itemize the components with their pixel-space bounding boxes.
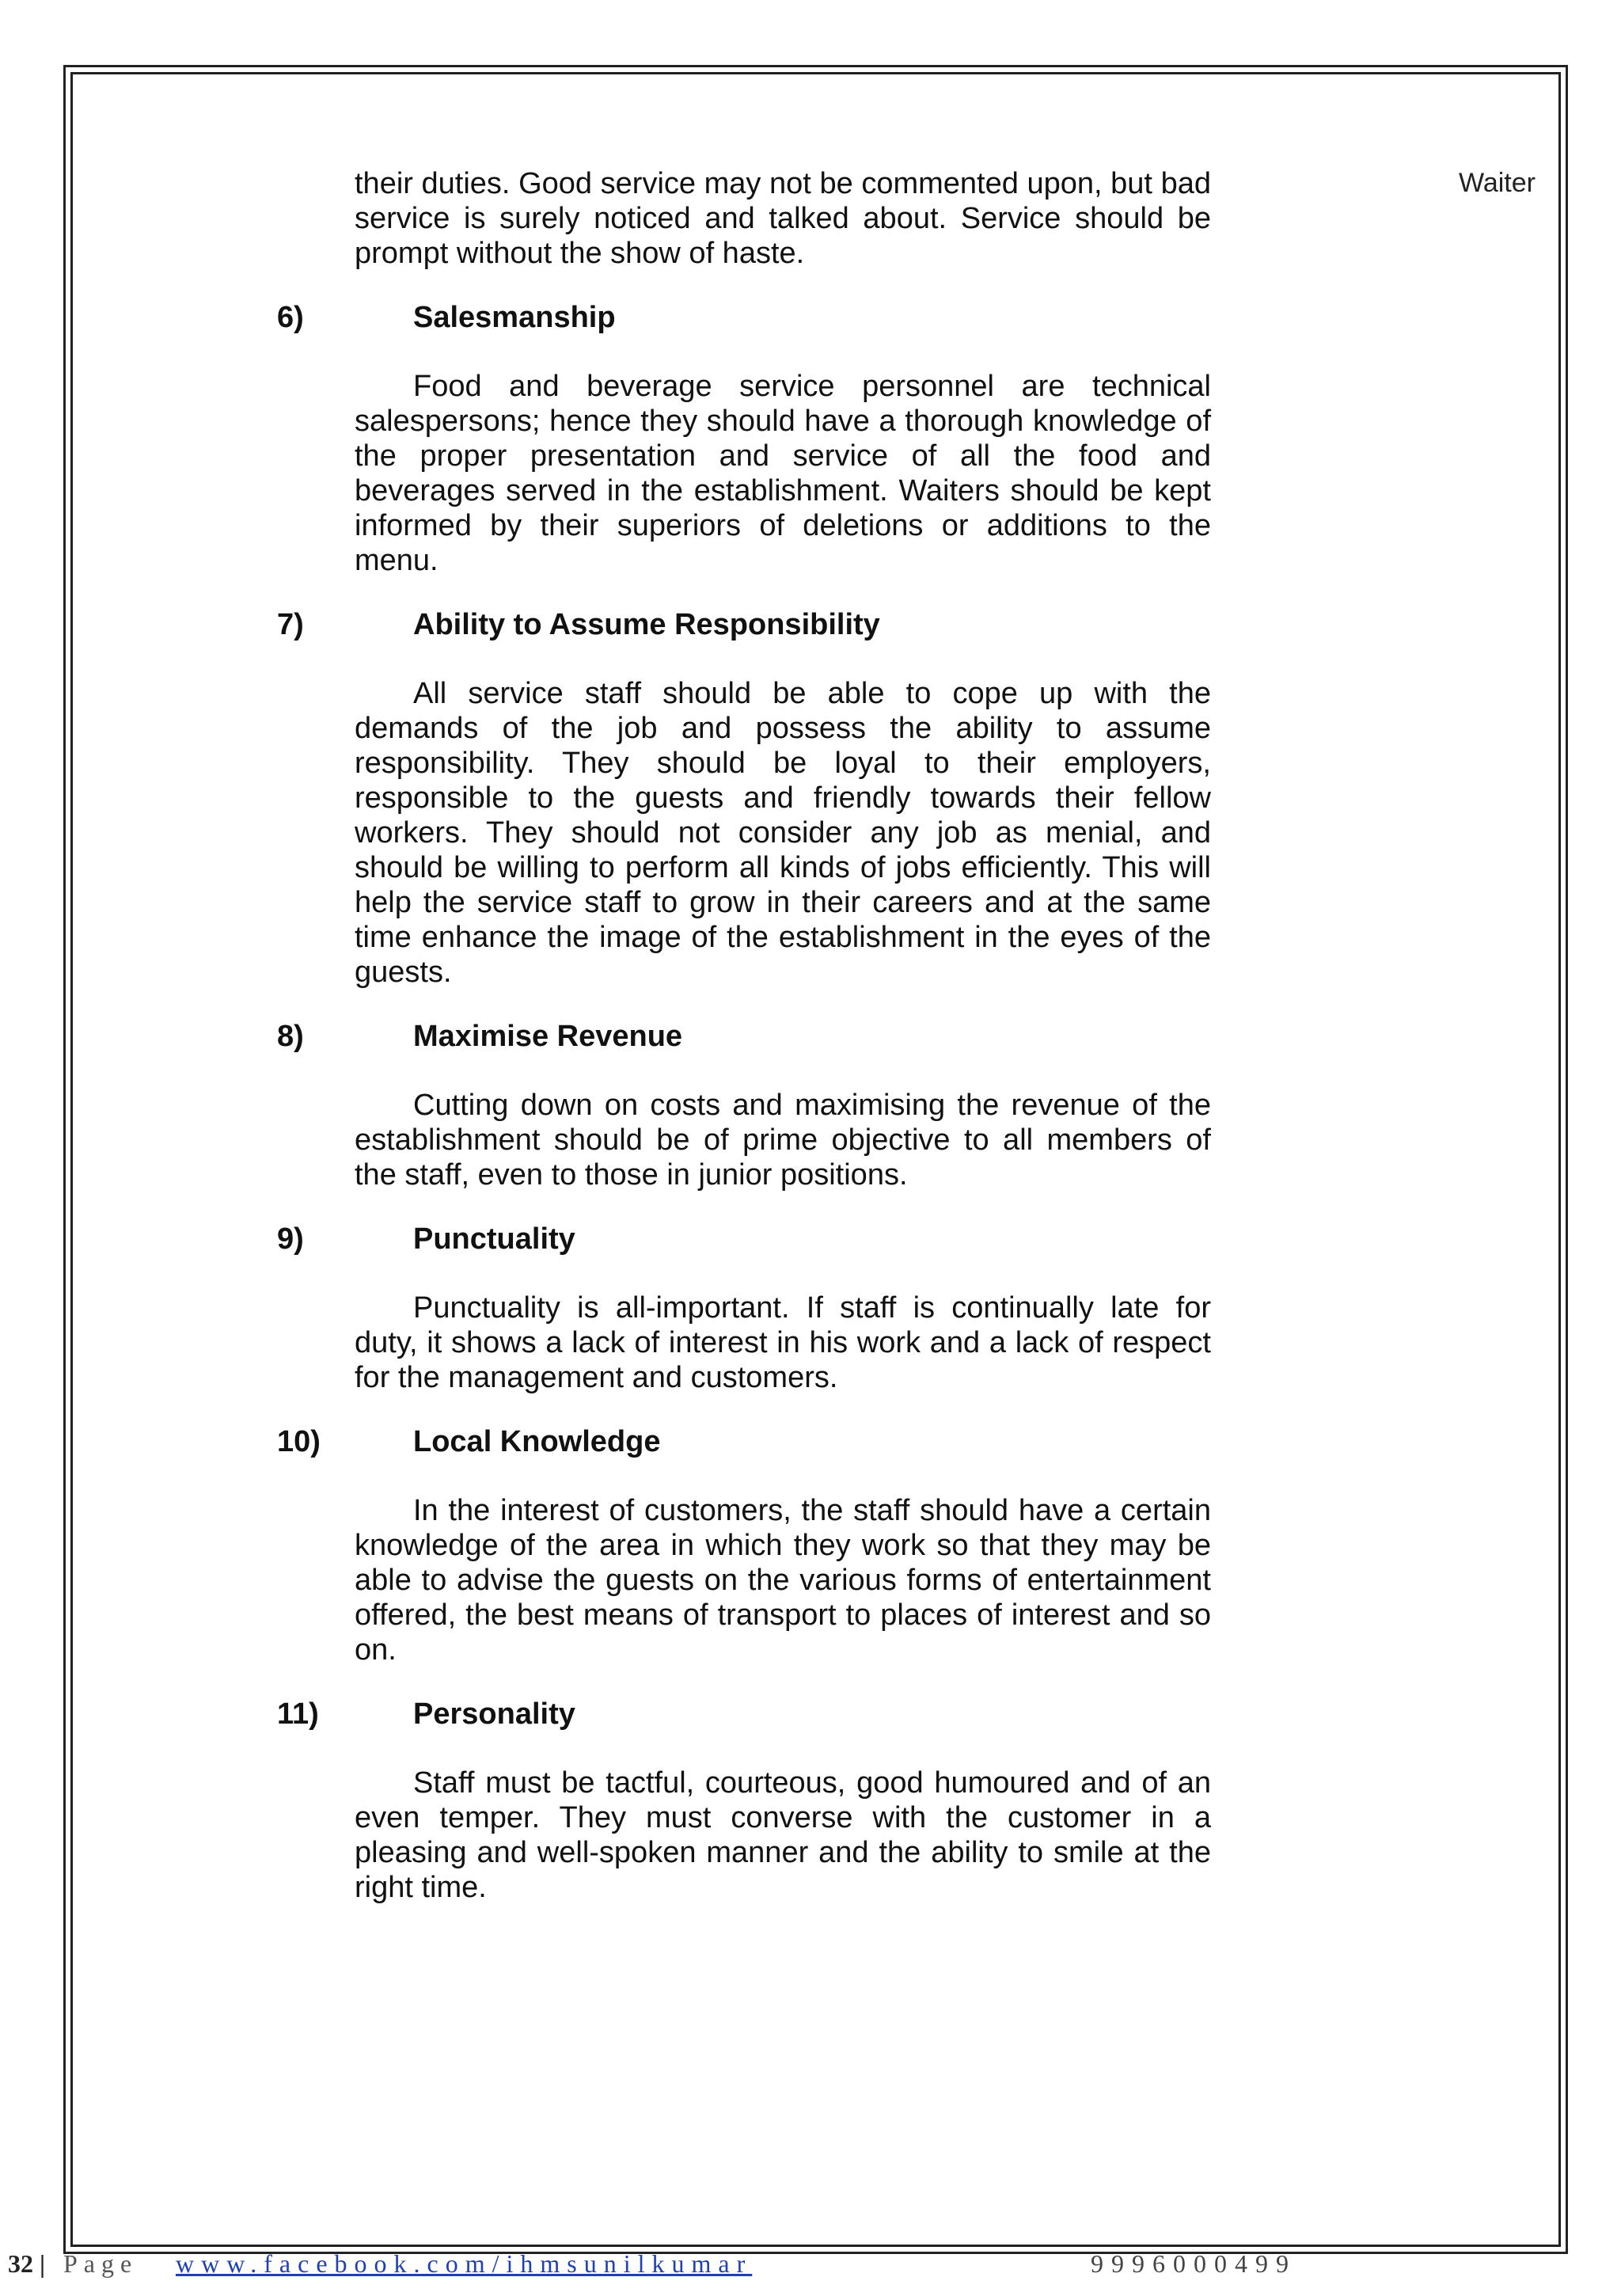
section-title: Personality: [413, 1697, 575, 1731]
section-ability-to-assume-responsibility: [269, 606, 1211, 990]
section-salesmanship: [269, 299, 1211, 578]
section-heading: [269, 1221, 1211, 1257]
section-punctuality: [269, 1221, 1211, 1395]
section-body: Food and beverage service personnel are technical salespersons; hence they should have a thorough knowledge of the proper presentation and service of all the food and beverages served in the establishment. Waiters should be kept informed by their superiors of deletions or additions to the menu.: [355, 370, 1211, 577]
section-local-knowledge: [269, 1424, 1211, 1667]
section-number: 8): [277, 1020, 304, 1053]
section-heading: [269, 1696, 1211, 1732]
section-title: Punctuality: [413, 1222, 575, 1256]
page-footer: [8, 2246, 1615, 2281]
section-body: All service staff should be able to cope up with the demands of the job and possess the ability to assume responsibility. They should be loyal to their employers, responsible to the guests and friendly towards their fellow workers. They should not consider any job as menial, and should be willing to perform all kinds of jobs efficiently. This will help the service staff to grow in their careers and at the same time enhance the image of the establishment in the eyes of the guests.: [355, 677, 1211, 989]
section-maximise-revenue: [269, 1018, 1211, 1192]
section-number: 7): [277, 608, 304, 641]
section-body: Cutting down on costs and maximising the revenue of the establishment should be of prime objective to all members of the staff, even to those in junior positions.: [355, 1089, 1211, 1192]
section-title: Ability to Assume Responsibility: [413, 608, 880, 641]
section-title: Local Knowledge: [413, 1425, 661, 1458]
section-title: Salesmanship: [413, 301, 616, 334]
section-heading: [269, 606, 1211, 643]
section-body: Staff must be tactful, courteous, good humoured and of an even temper. They must converse with the customer in a pleasing and well-spoken manner and the ability to smile at the right time.: [355, 1766, 1211, 1904]
section-number: 10): [277, 1425, 321, 1458]
section-personality: [269, 1696, 1211, 1905]
document-body: [269, 166, 1211, 1905]
section-body: In the interest of customers, the staff should have a certain knowledge of the area in which they work so that they may be able to advise the guests on the various forms of entertainment offered, the best means of transport to places of interest and so on.: [355, 1494, 1211, 1667]
section-body: Punctuality is all-important. If staff is continually late for duty, it shows a lack of interest in his work and a lack of respect for the management and customers.: [355, 1291, 1211, 1394]
section-number: 11): [277, 1697, 319, 1731]
section-heading: [269, 1018, 1211, 1055]
section-title: Maximise Revenue: [413, 1020, 683, 1053]
section-heading: [269, 1424, 1211, 1460]
section-heading: [269, 299, 1211, 336]
page-number: 32 |: [8, 2249, 46, 2278]
running-header: Waiter: [1459, 168, 1536, 198]
page-label: Page: [63, 2249, 139, 2278]
section-number: 6): [277, 301, 304, 334]
section-number: 9): [277, 1222, 304, 1256]
facebook-link[interactable]: www.facebook.com/ihmsunilkumar: [176, 2249, 753, 2278]
intro-paragraph: their duties. Good service may not be commented upon, but bad service is surely noticed and talked about. Service should be prompt without the show of haste.: [355, 167, 1211, 270]
phone-number: 9996000499: [1091, 2249, 1296, 2278]
